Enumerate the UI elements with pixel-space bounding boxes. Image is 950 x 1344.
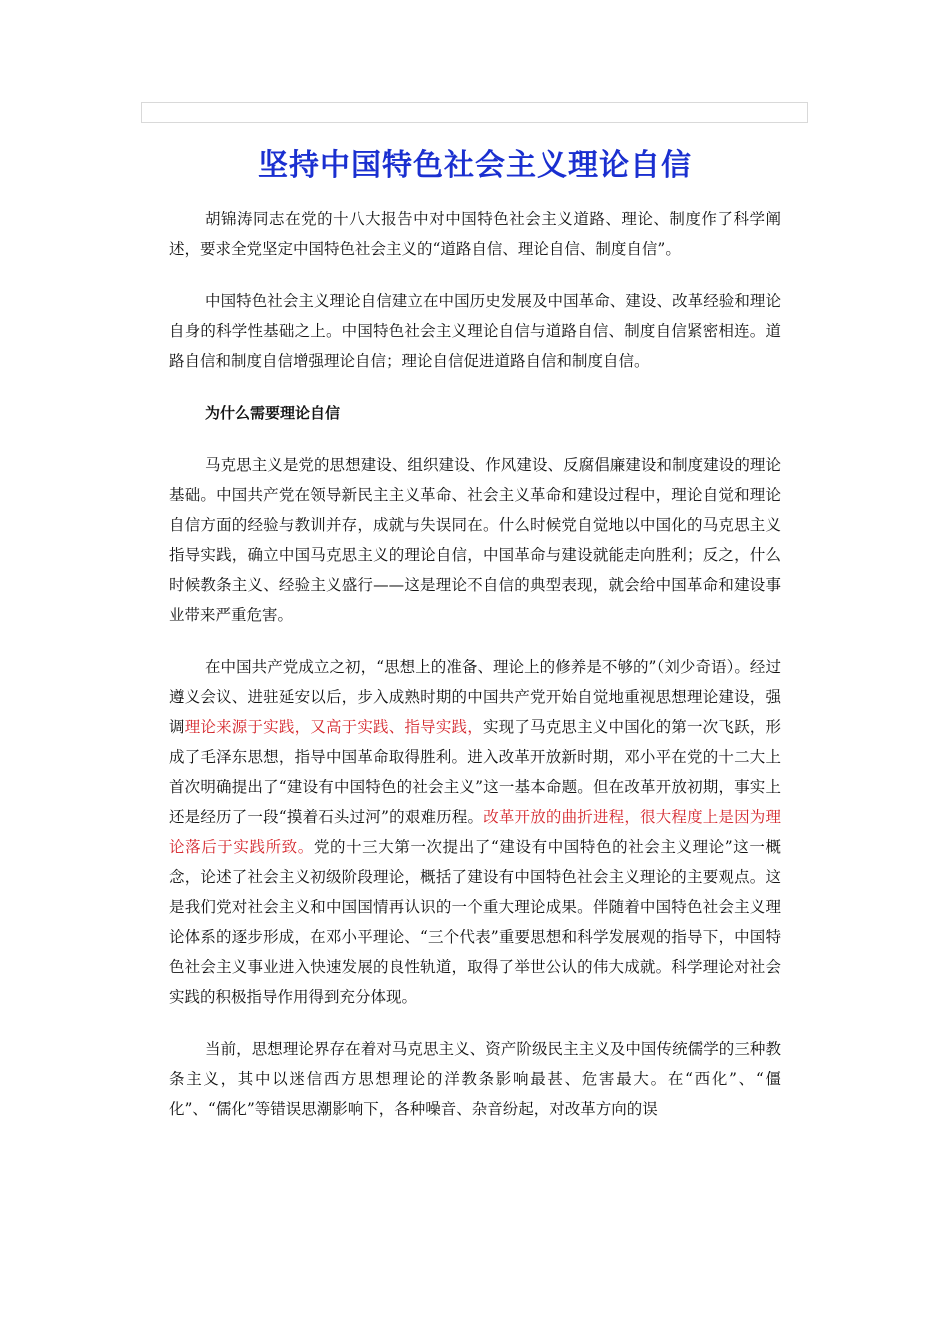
paragraph-2: 中国特色社会主义理论自信建立在中国历史发展及中国革命、建设、改革经验和理论自身的科学性基础之上。中国特色社会主义理论自信与道路自信、制度自信紧密相连。道路自信和制度自信增强理论自信；理论自信促进道路自信和制度自信。 [169, 292, 781, 370]
paragraph-4-text-b: 实现了马克思主义中国化的第一次飞跃，形成了毛泽东思想，指导中国革命取得胜利。进入改革开放新时期，邓小平在党的十二大上首次明确提出了“建设有中国特色的社会主义”这一基本命题。但在改革开放初期，事实上还是经历了一段“摸着石头过河”的艰难历程。 [169, 718, 781, 826]
header-frame [141, 102, 808, 123]
paragraph-3: 马克思主义是党的思想建设、组织建设、作风建设、反腐倡廉建设和制度建设的理论基础。中国共产党在领导新民主主义革命、社会主义革命和建设过程中，理论自觉和理论自信方面的经验与教训并存，成就与失误同在。什么时候党自觉地以中国化的马克思主义指导实践，确立中国马克思主义的理论自信，中国革命与建设就能走向胜利；反之，什么时候教条主义、经验主义盛行——这是理论不自信的典型表现，就会给中国革命和建设事业带来严重危害。 [169, 456, 781, 624]
section-heading: 为什么需要理论自信 [205, 404, 341, 422]
highlight-text-2: 改革开放的曲折进程，很大程度上是因为理论落后于实践所致。 [169, 808, 781, 856]
paragraph-4-text-a: 在中国共产党成立之初，“思想上的准备、理论上的修养是不够的”（刘少奇语）。经过遵义会议、进驻延安以后，步入成熟时期的中国共产党开始自觉地重视思想理论建设，强调 [169, 658, 781, 736]
highlight-text-1: 理论来源于实践，又高于实践、指导实践， [184, 718, 483, 736]
paragraph-4-text-c: 党的十三大第一次提出了“建设有中国特色的社会主义理论”这一概念，论述了社会主义初级阶段理论，概括了建设有中国特色社会主义理论的主要观点。这是我们党对社会主义和中国国情再认识的一个重大理论成果。伴随着中国特色社会主义理论体系的逐步形成，在邓小平理论、“三个代表”重要思想和科学发展观的指导下，中国特色社会主义事业进入快速发展的良性轨道，取得了举世公认的伟大成就。科学理论对社会实践的积极指导作用得到充分体现。 [169, 838, 781, 1006]
paragraph-4 [169, 652, 781, 1012]
document-body [169, 204, 781, 1146]
document-title: 坚持中国特色社会主义理论自信 [258, 148, 692, 184]
paragraph-5: 当前，思想理论界存在着对马克思主义、资产阶级民主主义及中国传统儒学的三种教条主义，其中以迷信西方思想理论的洋教条影响最甚、危害最大。在“西化”、“僵化”、“儒化”等错误思潮影响下，各种噪音、杂音纷起，对改革方向的误 [169, 1040, 781, 1118]
paragraph-1: 胡锦涛同志在党的十八大报告中对中国特色社会主义道路、理论、制度作了科学阐述，要求全党坚定中国特色社会主义的“道路自信、理论自信、制度自信”。 [169, 210, 781, 258]
